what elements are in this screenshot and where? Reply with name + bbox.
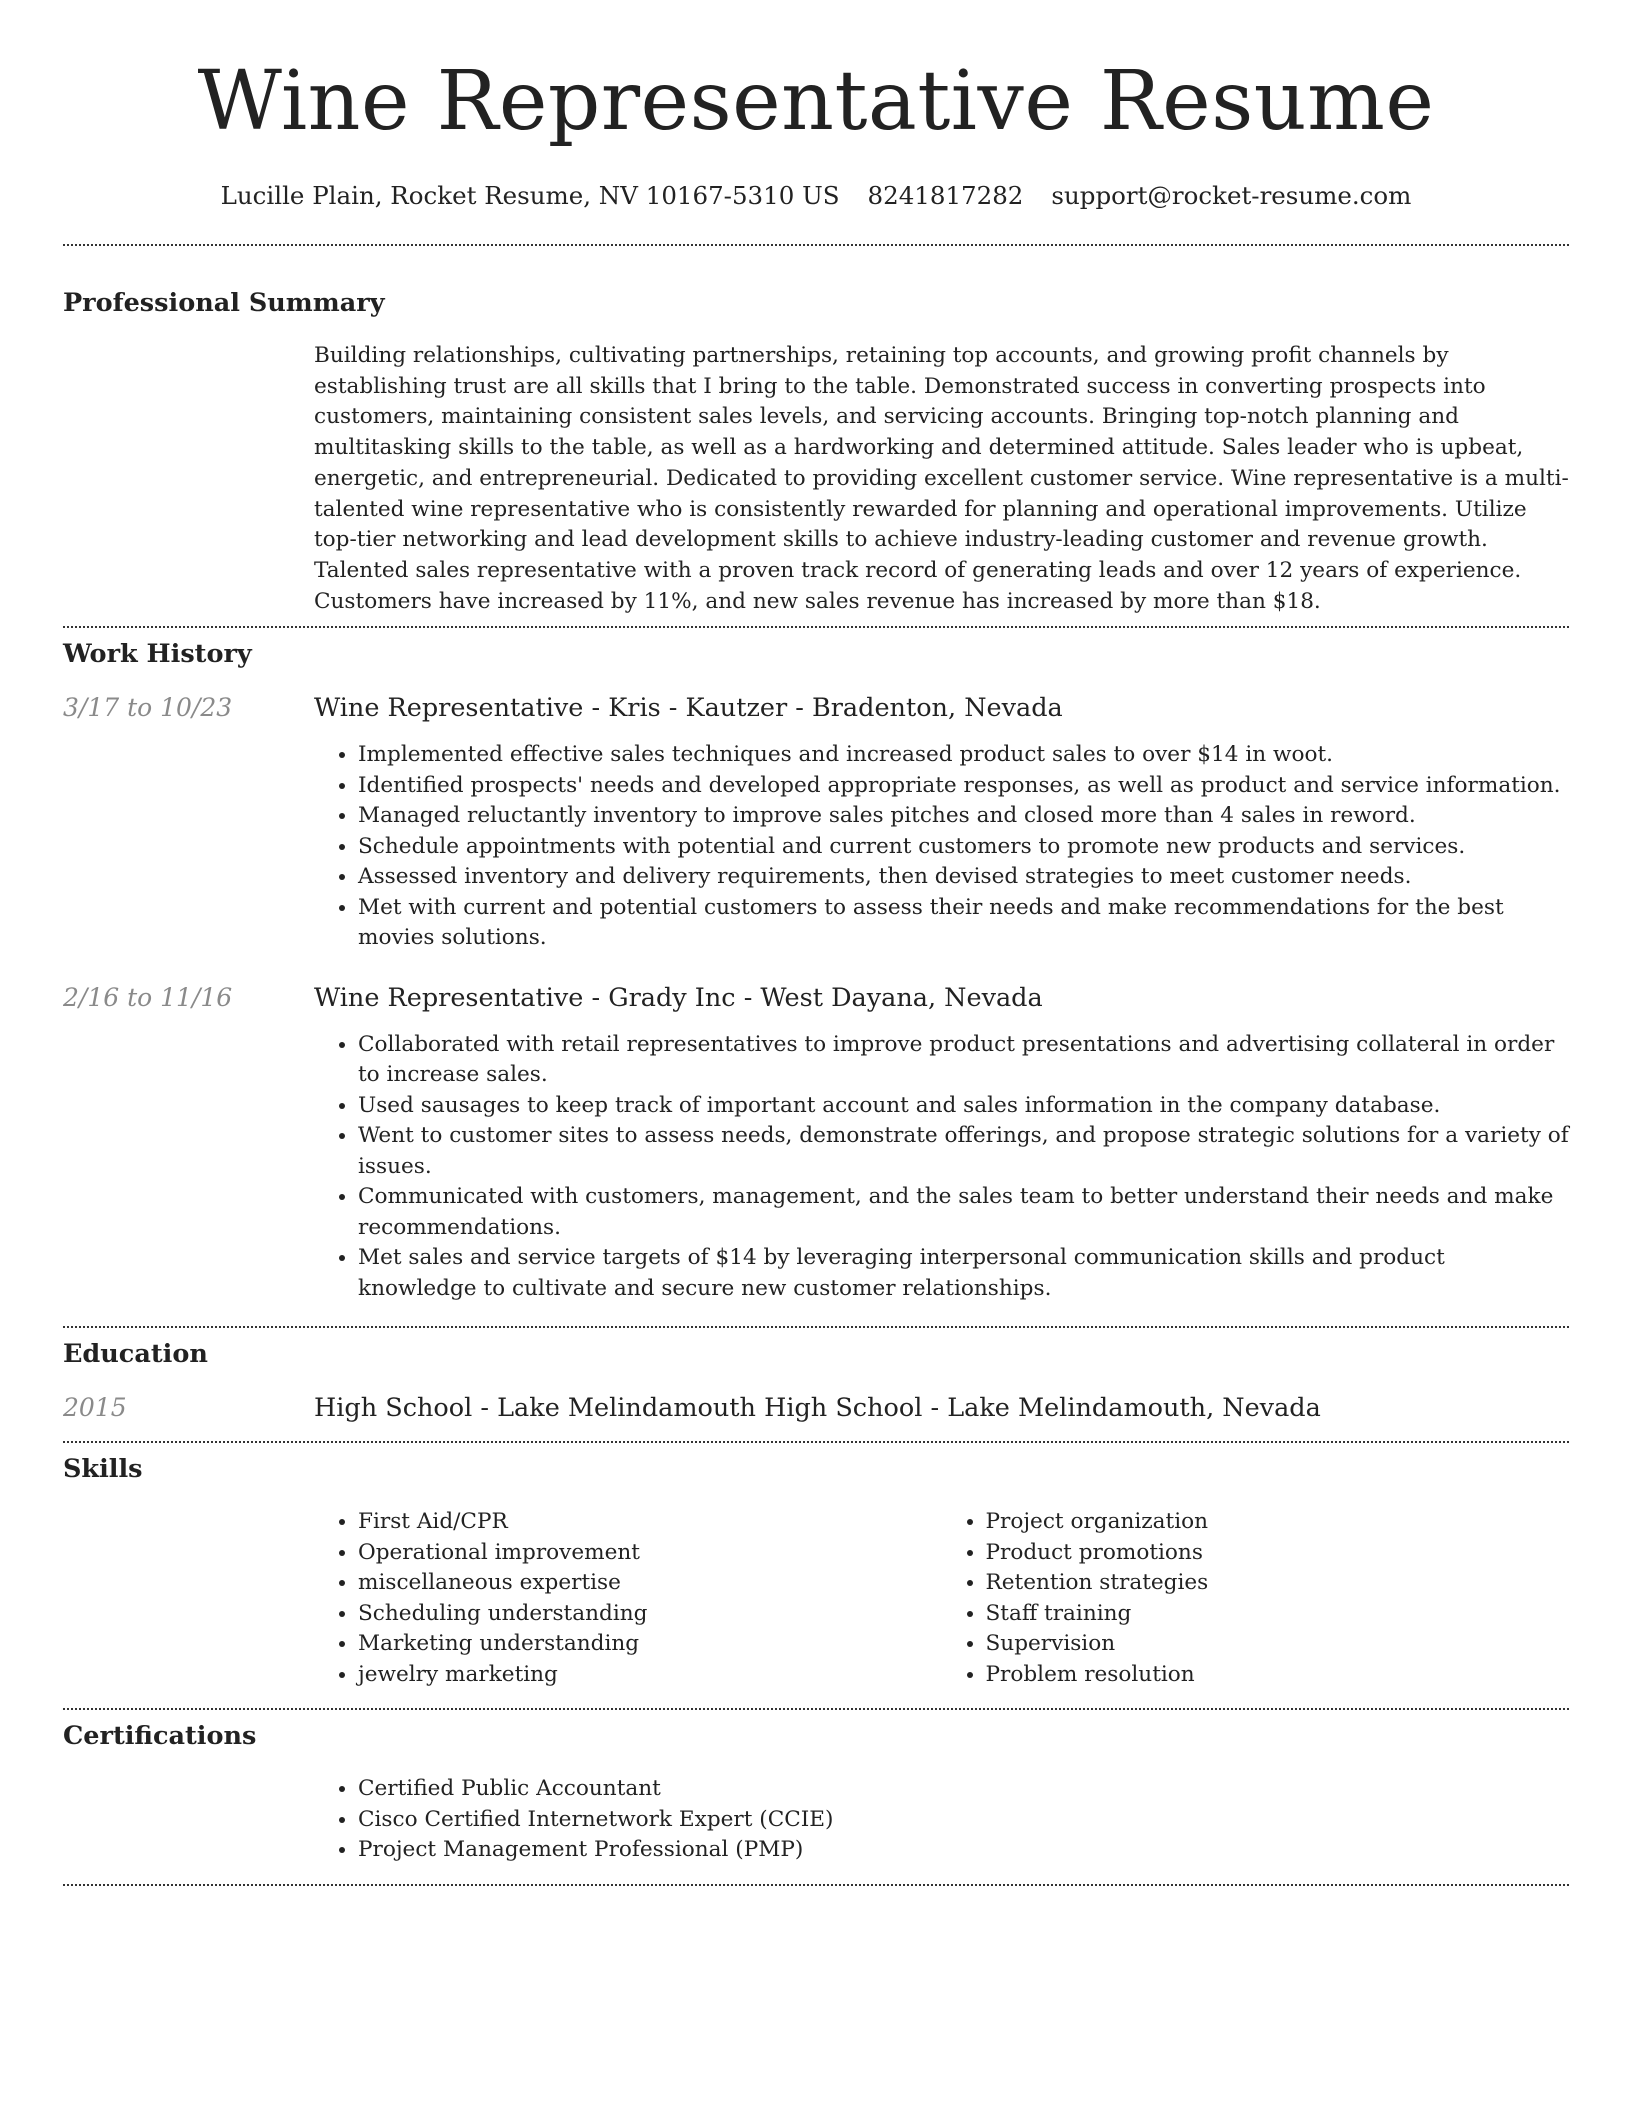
list-item: • Project Management Professional (PMP) <box>358 1835 1569 1866</box>
list-item: • First Aid/CPR <box>358 1507 942 1538</box>
summary-section <box>63 287 1569 617</box>
divider <box>63 1326 1569 1328</box>
skills-grid <box>314 1507 1569 1690</box>
job-entry <box>63 982 1569 1305</box>
list-item: • Marketing understanding <box>358 1629 942 1660</box>
list-item: • Managed reluctantly inventory to improve sales pitches and closed more than 4 sales in reword. <box>358 801 1569 832</box>
job-bullets <box>314 1030 1569 1305</box>
certifications-list <box>314 1774 1569 1866</box>
list-item: • Assessed inventory and delivery requirements, then devised strategies to meet customer needs. <box>358 862 1569 893</box>
list-item: • Scheduling understanding <box>358 1599 942 1630</box>
summary-heading: Professional Summary <box>63 288 385 318</box>
divider <box>63 1884 1569 1886</box>
list-item: • jewelry marketing <box>358 1660 942 1691</box>
divider <box>63 1708 1569 1710</box>
summary-text: Building relationships, cultivating partnerships, retaining top accounts, and growing profit channels by establishing trust are all skills that I bring to the table. Demonstrated success in converting prospects into customers, maintaining consistent sales levels, and servicing accounts. Bringing top-notch planning and multitasking skills to the table, as well as a hardworking and determined attitude. Sales leader who is upbeat, energetic, and entrepreneurial. Dedicated to providing excellent customer service. Wine representative is a multi-talented wine representative who is consistently rewarded for planning and operational improvements. Utilize top-tier networking and lead development skills to achieve industry-leading customer and revenue growth. Talented sales representative with a proven track record of generating leads and over 12 years of experience. Customers have increased by 11%, and new sales revenue has increased by more than $18. <box>314 343 1569 614</box>
certifications-heading: Certifications <box>63 1721 257 1752</box>
list-item: • Supervision <box>986 1629 1570 1660</box>
education-section <box>63 1338 1569 1424</box>
job-entry <box>63 692 1569 954</box>
list-item: • Schedule appointments with potential and current customers to promote new products and services. <box>358 832 1569 863</box>
list-item: • Problem resolution <box>986 1660 1570 1691</box>
divider <box>63 1441 1569 1443</box>
certifications-section <box>63 1720 1569 1866</box>
contact-line <box>63 180 1569 212</box>
divider <box>63 244 1569 246</box>
list-item: • Certified Public Accountant <box>358 1774 1569 1805</box>
skills-list-left <box>314 1507 942 1690</box>
list-item: • Staff training <box>986 1599 1570 1630</box>
job-title: Wine Representative - Grady Inc - West Dayana, Nevada <box>314 982 1043 1013</box>
contact-phone: 8241817282 <box>867 181 1024 210</box>
work-history-section <box>63 638 1569 1304</box>
job-dates: 2/16 to 11/16 <box>63 982 233 1012</box>
list-item: • Implemented effective sales techniques and increased product sales to over $14 in woot. <box>358 740 1569 771</box>
resume-title: Wine Representative Resume <box>197 54 1435 149</box>
list-item: • Met with current and potential customers to assess their needs and make recommendations for the best movies solutions. <box>358 893 1569 954</box>
list-item: • Cisco Certified Internetwork Expert (CCIE) <box>358 1805 1569 1836</box>
education-year: 2015 <box>63 1393 127 1423</box>
divider <box>63 626 1569 628</box>
job-bullets <box>314 740 1569 954</box>
work-history-heading: Work History <box>63 639 252 670</box>
list-item: • Went to customer sites to assess needs, demonstrate offerings, and propose strategic solutions for a variety of issues. <box>358 1121 1569 1182</box>
list-item: • Project organization <box>986 1507 1570 1538</box>
education-heading: Education <box>63 1339 208 1370</box>
list-item: • Product promotions <box>986 1538 1570 1569</box>
education-entry: High School - Lake Melindamouth High School - Lake Melindamouth, Nevada <box>314 1393 1321 1424</box>
list-item: • Identified prospects' needs and developed appropriate responses, as well as product and service information. <box>358 771 1569 802</box>
contact-address: Lucille Plain, Rocket Resume, NV 10167-5310 US <box>220 181 840 210</box>
list-item: • Retention strategies <box>986 1568 1570 1599</box>
skills-heading: Skills <box>63 1454 143 1485</box>
list-item: • Used sausages to keep track of important account and sales information in the company database. <box>358 1091 1569 1122</box>
job-dates: 3/17 to 10/23 <box>63 693 233 723</box>
list-item: • Collaborated with retail representatives to improve product presentations and advertising collateral in order to increase sales. <box>358 1030 1569 1091</box>
list-item: • Met sales and service targets of $14 by leveraging interpersonal communication skills and product knowledge to cultivate and secure new customer relationships. <box>358 1243 1569 1304</box>
list-item: • miscellaneous expertise <box>358 1568 942 1599</box>
contact-email: support@rocket-resume.com <box>1051 181 1412 210</box>
skills-section <box>63 1453 1569 1690</box>
list-item: • Operational improvement <box>358 1538 942 1569</box>
list-item: • Communicated with customers, management, and the sales team to better understand their needs and make recommendations. <box>358 1182 1569 1243</box>
skills-list-right <box>942 1507 1570 1690</box>
job-title: Wine Representative - Kris - Kautzer - Bradenton, Nevada <box>314 693 1063 724</box>
